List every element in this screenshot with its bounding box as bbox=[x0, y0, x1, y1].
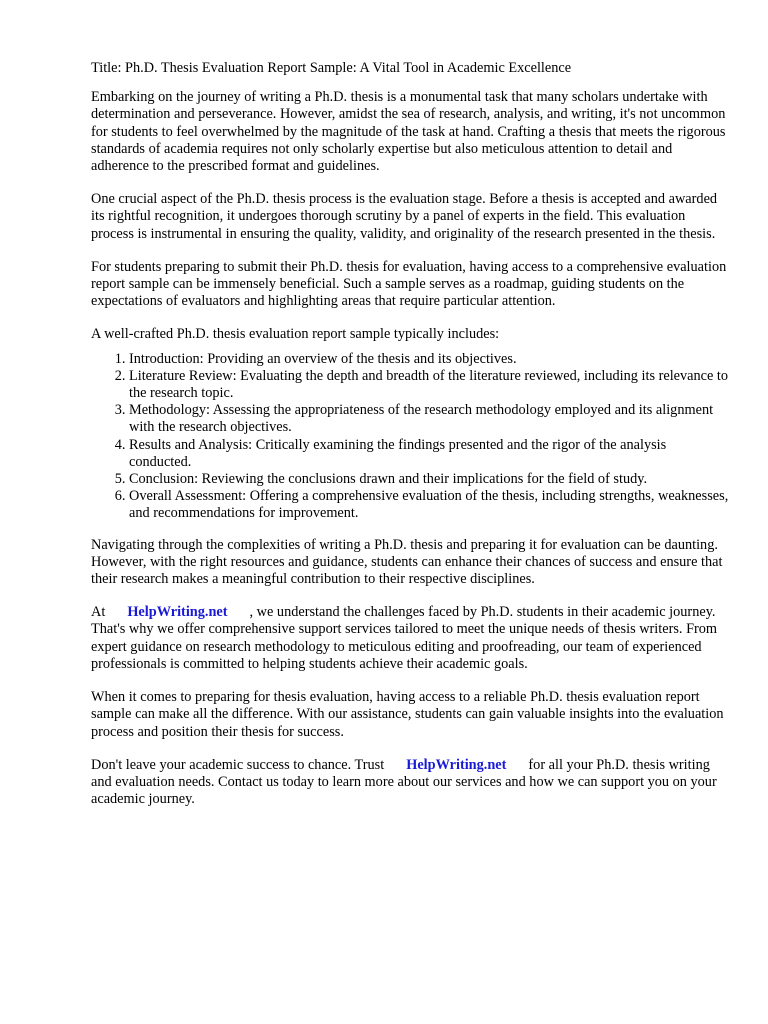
thesis-evaluation-paragraph: When it comes to preparing for thesis evaluation, having access to a reliable Ph.D. thesis evaluation report sample can make all the difference. With our assistance, students can gain valuable insights into the evaluation process and position their thesis for success. bbox=[91, 689, 724, 740]
list-item: 6. Overall Assessment: Offering a comprehensive evaluation of the thesis, including strengths, weaknesses, and recommendations for improvement. bbox=[129, 488, 731, 522]
brand-paragraph bbox=[91, 604, 731, 673]
document-page bbox=[91, 60, 731, 824]
list-item: 5. Conclusion: Reviewing the conclusions drawn and their implications for the field of study. bbox=[129, 471, 731, 488]
closing-paragraph-lead: Don't leave your academic success to chance. Trust bbox=[91, 756, 385, 773]
closing-paragraph bbox=[91, 757, 731, 809]
navigating-paragraph: Navigating through the complexities of writing a Ph.D. thesis and preparing it for evaluation can be daunting. However, with the right resources and guidance, students can enhance their chances of success and ensure that their research makes a meaningful contribution to their respective disciplines. bbox=[91, 536, 723, 588]
helpwriting-link[interactable]: HelpWriting.net bbox=[406, 756, 507, 773]
evaluation-stage-paragraph: One crucial aspect of the Ph.D. thesis process is the evaluation stage. Before a thesis is accepted and awarded its rightful recognition, it undergoes thorough scrutiny by a panel of experts in the field. This evaluation process is instrumental in ensuring the quality, validity, and originality of the research presented in the thesis. bbox=[91, 191, 718, 242]
list-item: 1. Introduction: Providing an overview of the thesis and its objectives. bbox=[129, 351, 731, 368]
document-title: Title: Ph.D. Thesis Evaluation Report Sample: A Vital Tool in Academic Excellence bbox=[91, 60, 572, 76]
report-sample-paragraph: For students preparing to submit their Ph.D. thesis for evaluation, having access to a comprehensive evaluation report sample can be immensely beneficial. Such a sample serves as a roadmap, guiding students on the expectations of evaluators and highlighting areas that require particular attention. bbox=[91, 258, 727, 310]
brand-paragraph-lead: At bbox=[91, 604, 106, 621]
helpwriting-link[interactable]: HelpWriting.net bbox=[127, 604, 228, 621]
list-item: 2. Literature Review: Evaluating the depth and breadth of the literature reviewed, including its relevance to the research topic. bbox=[129, 368, 731, 402]
closing-paragraph-body: for all your Ph.D. thesis writing and evaluation needs. Contact us today to learn more about our services and how we can support you on your academic journey. bbox=[91, 756, 717, 808]
evaluation-components-list bbox=[91, 351, 731, 523]
list-intro-paragraph: A well-crafted Ph.D. thesis evaluation report sample typically includes: bbox=[91, 326, 500, 343]
brand-paragraph-body: , we understand the challenges faced by Ph.D. students in their academic journey. That's why we offer comprehensive support services tailored to meet the unique needs of thesis writers. From expert guidance on research methodology to meticulous editing and proofreading, our team of experienced professionals is committed to helping students achieve their academic goals. bbox=[91, 604, 718, 672]
list-item: 3. Methodology: Assessing the appropriateness of the research methodology employed and its alignment with the research objectives. bbox=[129, 402, 731, 436]
intro-paragraph: Embarking on the journey of writing a Ph.D. thesis is a monumental task that many scholars undertake with determination and perseverance. However, amidst the sea of research, analysis, and writing, it's not uncommon for students to feel overwhelmed by the magnitude of the task at hand. Crafting a thesis that meets the rigorous standards of academia requires not only scholarly expertise but also meticulous attention to detail and adherence to the prescribed format and guidelines. bbox=[91, 89, 726, 175]
list-item: 4. Results and Analysis: Critically examining the findings presented and the rigor of the analysis conducted. bbox=[129, 437, 731, 471]
